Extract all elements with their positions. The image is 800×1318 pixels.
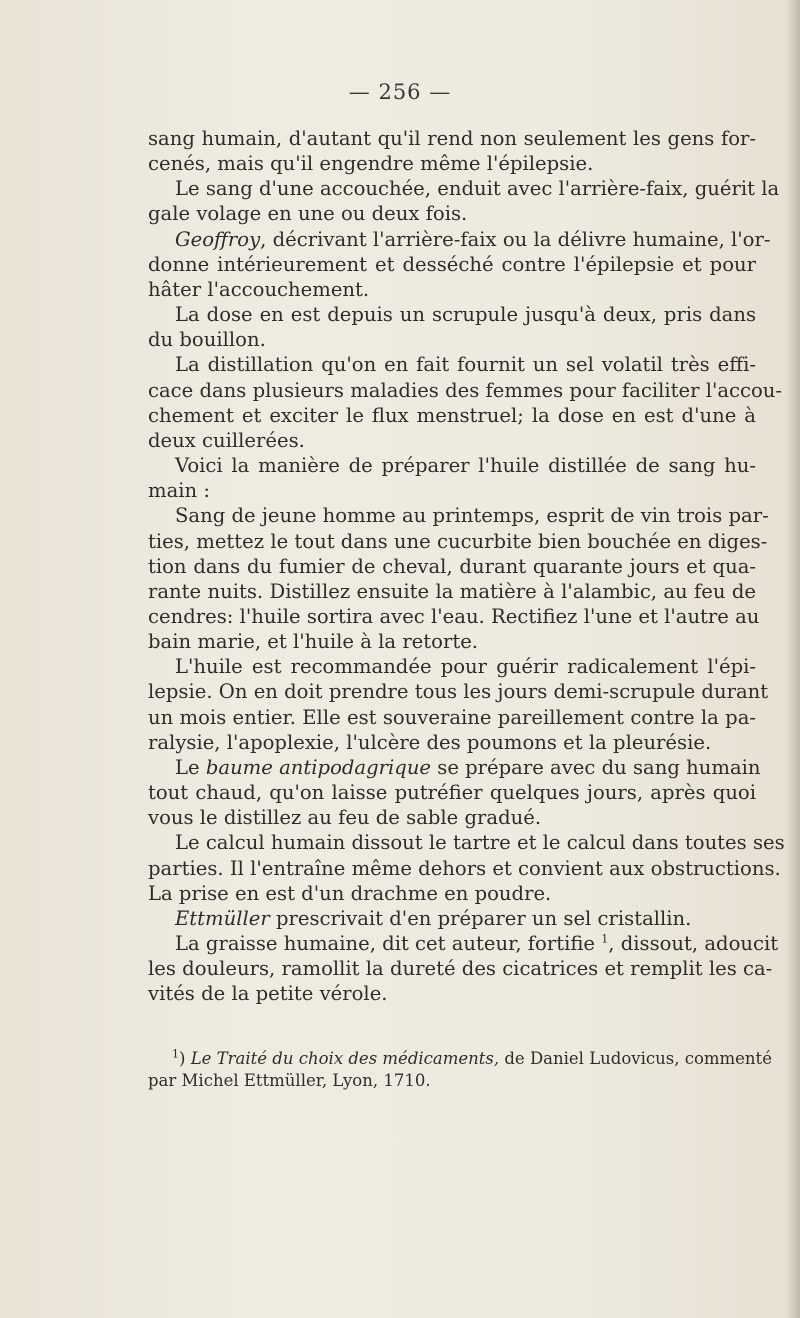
text-line: du bouillon. — [148, 328, 266, 352]
text-line: Geoffroy, décrivant l'arrière-faix ou la délivre humaine, l'or- — [175, 227, 771, 251]
page-edge-shadow — [786, 0, 800, 1318]
text-line: sang humain, d'autant qu'il rend non seulement les gens for- — [148, 127, 756, 150]
paragraph — [148, 906, 756, 931]
paragraph — [148, 302, 756, 352]
text-line: chement et exciter le flux menstruel; la dose en est d'une à — [148, 403, 756, 427]
text-line: La prise en est d'un drachme en poudre. — [148, 881, 552, 905]
text-line: La graisse humaine, dit cet auteur, fortifie $^1$, dissout, adoucit — [175, 932, 779, 955]
text-line: Le baume antipodagrique se prépare avec du sang humain — [175, 755, 761, 779]
paragraph — [148, 352, 783, 453]
text-line: La distillation qu'on en fait fournit un sel volatil très effi- — [175, 353, 756, 377]
text-line: L'huile est recommandée pour guérir radicalement l'épi- — [175, 655, 756, 679]
text-line: tout chaud, qu'on laisse putréfier quelques jours, après quoi — [148, 781, 756, 805]
text-line: les douleurs, ramollit la dureté des cicatrices et remplit les ca- — [148, 957, 773, 981]
paragraph — [148, 654, 769, 755]
text-line: vités de la petite vérole. — [148, 982, 388, 1006]
text-line: deux cuillerées. — [148, 428, 305, 452]
paragraph — [148, 755, 761, 830]
text-line: Ettmüller prescrivait d'en préparer un sel cristallin. — [175, 906, 692, 930]
text-line: Sang de jeune homme au printemps, esprit de vin trois par- — [175, 504, 769, 528]
text-line: cendres: l'huile sortira avec l'eau. Rectifiez l'une et l'autre au — [148, 604, 760, 628]
text-line: lepsie. On en doit prendre tous les jours demi-scrupule durant — [148, 680, 769, 704]
page-number: — 256 — — [348, 80, 452, 104]
footnote-line: $^1$) Le Traité du choix des médicaments, de Daniel Ludovicus, commenté — [172, 1047, 772, 1068]
text-line: ralysie, l'apoplexie, l'ulcère des poumons et la pleurésie. — [148, 730, 712, 754]
body-text — [148, 126, 785, 1006]
text-line: tion dans du fumier de cheval, durant quarante jours et qua- — [148, 554, 756, 578]
text-line: Voici la manière de préparer l'huile distillée de sang hu- — [175, 454, 756, 478]
paragraph — [148, 227, 771, 302]
text-line: main : — [148, 479, 210, 503]
text-line: cenés, mais qu'il engendre même l'épilepsie. — [148, 152, 594, 176]
paragraph — [148, 453, 756, 503]
text-line: Le sang d'une accouchée, enduit avec l'arrière-faix, guérit la — [175, 177, 780, 201]
text-line: gale volage en une ou deux fois. — [148, 202, 468, 226]
text-line: bain marie, et l'huile à la retorte. — [148, 630, 479, 654]
paragraph — [148, 176, 780, 226]
footnote-line: par Michel Ettmüller, Lyon, 1710. — [148, 1071, 431, 1090]
text-line: cace dans plusieurs maladies des femmes pour faciliter l'accou- — [148, 378, 783, 402]
text-line: ties, mettez le tout dans une cucurbite bien bouchée en diges- — [148, 529, 768, 553]
text-line: hâter l'accouchement. — [148, 277, 370, 301]
text-line: Le calcul humain dissout le tartre et le calcul dans toutes ses — [175, 831, 785, 855]
paragraph — [148, 126, 756, 176]
text-line: un mois entier. Elle est souveraine pareillement contre la pa- — [148, 705, 756, 729]
text-line: vous le distillez au feu de sable gradué. — [148, 806, 542, 830]
footnote — [148, 1047, 772, 1092]
text-line: parties. Il l'entraîne même dehors et convient aux obstructions. — [148, 856, 781, 880]
text-line: donne intérieurement et desséché contre l'épilepsie et pour — [148, 252, 756, 276]
paragraph — [148, 830, 785, 905]
text-line: rante nuits. Distillez ensuite la matière à l'alambic, au feu de — [148, 579, 756, 603]
text-line: La dose en est depuis un scrupule jusqu'à deux, pris dans — [175, 303, 756, 327]
paragraph — [148, 503, 769, 654]
paragraph — [148, 931, 779, 1006]
